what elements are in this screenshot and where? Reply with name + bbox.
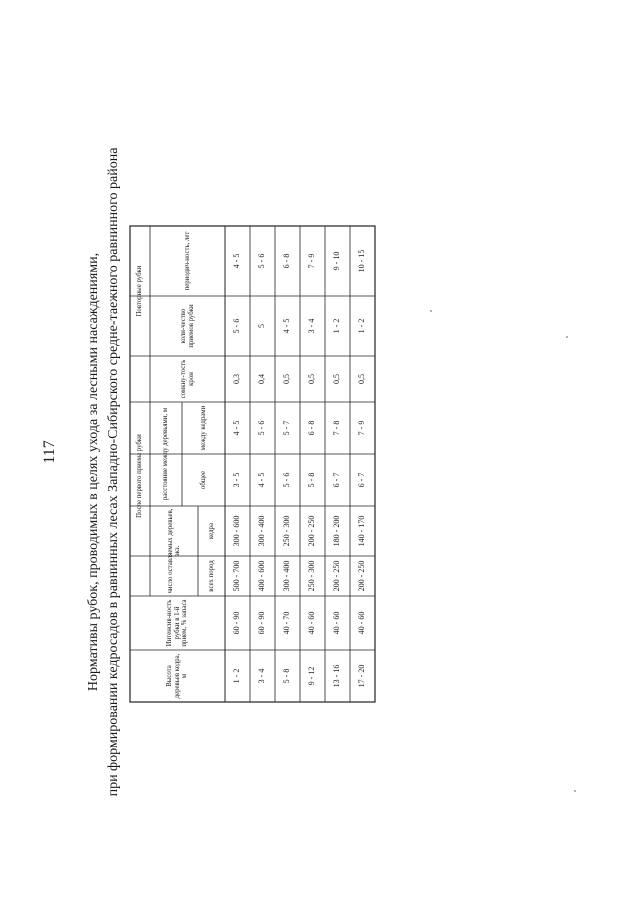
cell-crown-closure: 0,5 xyxy=(357,374,367,384)
header-between-cedars: между кедрами xyxy=(199,405,207,451)
cell-cedar: 250 - 300 xyxy=(282,515,292,547)
cell-cedar: 300 - 400 xyxy=(257,515,267,547)
cell-height: 3 - 4 xyxy=(257,668,267,684)
cell-num-passes: 4 - 5 xyxy=(282,318,292,334)
cell-periodicity: 6 - 8 xyxy=(282,253,292,269)
cell-cedar: 180 - 200 xyxy=(332,515,342,547)
cell-general: 5 - 6 xyxy=(282,472,292,488)
cell-height: 1 - 2 xyxy=(232,668,242,684)
cell-intensity: 40 - 70 xyxy=(282,611,292,635)
cell-intensity: 40 - 60 xyxy=(357,611,367,635)
cell-num-passes: 1 - 2 xyxy=(332,318,342,334)
cell-general: 3 - 5 xyxy=(232,472,242,488)
cell-between-cedars: 6 - 8 xyxy=(307,420,317,436)
scan-speck xyxy=(566,336,568,338)
cell-height: 9 - 12 xyxy=(307,666,317,686)
cell-num-passes: 1 - 2 xyxy=(357,318,367,334)
cell-intensity: 60 - 90 xyxy=(232,611,242,635)
cell-intensity: 40 - 60 xyxy=(332,611,342,635)
cell-height: 17 - 20 xyxy=(357,664,367,688)
cell-cedar: 200 - 250 xyxy=(307,515,317,547)
header-periodicity: периодич-ность, лет xyxy=(183,231,191,291)
header-crown-closure: сомкну-тость крон xyxy=(180,359,195,399)
cell-periodicity: 9 - 10 xyxy=(332,251,342,271)
table-title-line-2: при формировании кедросадов в равнинных лесах Западно-Сибирского средне-таежного равнинного района xyxy=(106,147,121,797)
cell-general: 6 - 7 xyxy=(332,472,342,488)
cell-between-cedars: 7 - 9 xyxy=(357,420,367,436)
cell-cedar: 140 - 170 xyxy=(357,515,367,547)
cell-num-passes: 5 xyxy=(257,324,267,328)
header-after-first: После первого приема рубки xyxy=(136,434,144,518)
table-title-line-1: Нормативы рубок, проводимых в целях ухода за лесными насаждениями, xyxy=(86,252,101,692)
norms-table xyxy=(130,226,375,702)
cell-all-species: 400 - 600 xyxy=(257,560,267,592)
cell-between-cedars: 7 - 8 xyxy=(332,420,342,436)
cell-intensity: 60 - 90 xyxy=(257,611,267,635)
page-number: 117 xyxy=(41,440,58,464)
cell-general: 5 - 8 xyxy=(307,472,317,488)
header-distance-group: расстояние между деревьями, м xyxy=(162,407,170,501)
cell-intensity: 40 - 60 xyxy=(307,611,317,635)
cell-all-species: 250 - 300 xyxy=(307,560,317,592)
cell-crown-closure: 0,3 xyxy=(232,374,242,384)
cell-periodicity: 4 - 5 xyxy=(232,253,242,269)
cell-cedar: 300 - 600 xyxy=(232,515,242,547)
cell-num-passes: 3 - 4 xyxy=(307,318,317,334)
cell-between-cedars: 5 - 7 xyxy=(282,420,292,436)
cell-crown-closure: 0,4 xyxy=(257,374,267,384)
header-repeat-cuttings: Повторные рубки xyxy=(136,265,144,317)
header-height: Высота деревьев кедра, м xyxy=(166,653,189,699)
scan-speck xyxy=(430,310,432,312)
header-all-species: всех пород xyxy=(207,560,215,592)
cell-periodicity: 10 - 15 xyxy=(357,249,367,273)
cell-general: 4 - 5 xyxy=(257,472,267,488)
cell-crown-closure: 0,5 xyxy=(282,374,292,384)
cell-height: 13 - 16 xyxy=(332,664,342,688)
cell-all-species: 200 - 250 xyxy=(357,560,367,592)
cell-crown-closure: 0,5 xyxy=(332,374,342,384)
cell-height: 5 - 8 xyxy=(282,668,292,684)
cell-periodicity: 5 - 6 xyxy=(257,253,267,269)
header-intensity: Интенсив-ность рубки в 1-й прием, % запаса xyxy=(166,599,189,647)
header-cedar: кедра xyxy=(207,523,215,539)
scan-speck xyxy=(574,790,576,792)
cell-all-species: 200 - 250 xyxy=(332,560,342,592)
cell-all-species: 500 - 700 xyxy=(232,560,242,592)
header-num-passes: коли-чество приемов рубки xyxy=(180,304,195,348)
header-general: общее xyxy=(199,470,207,490)
cell-all-species: 300 - 400 xyxy=(282,560,292,592)
cell-periodicity: 7 - 9 xyxy=(307,253,317,269)
cell-crown-closure: 0,5 xyxy=(307,374,317,384)
header-count-group: число оставляемых деревьев, экз. xyxy=(166,508,181,594)
cell-general: 6 - 7 xyxy=(357,472,367,488)
cell-between-cedars: 4 - 5 xyxy=(232,420,242,436)
cell-between-cedars: 5 - 6 xyxy=(257,420,267,436)
cell-num-passes: 5 - 6 xyxy=(232,318,242,334)
